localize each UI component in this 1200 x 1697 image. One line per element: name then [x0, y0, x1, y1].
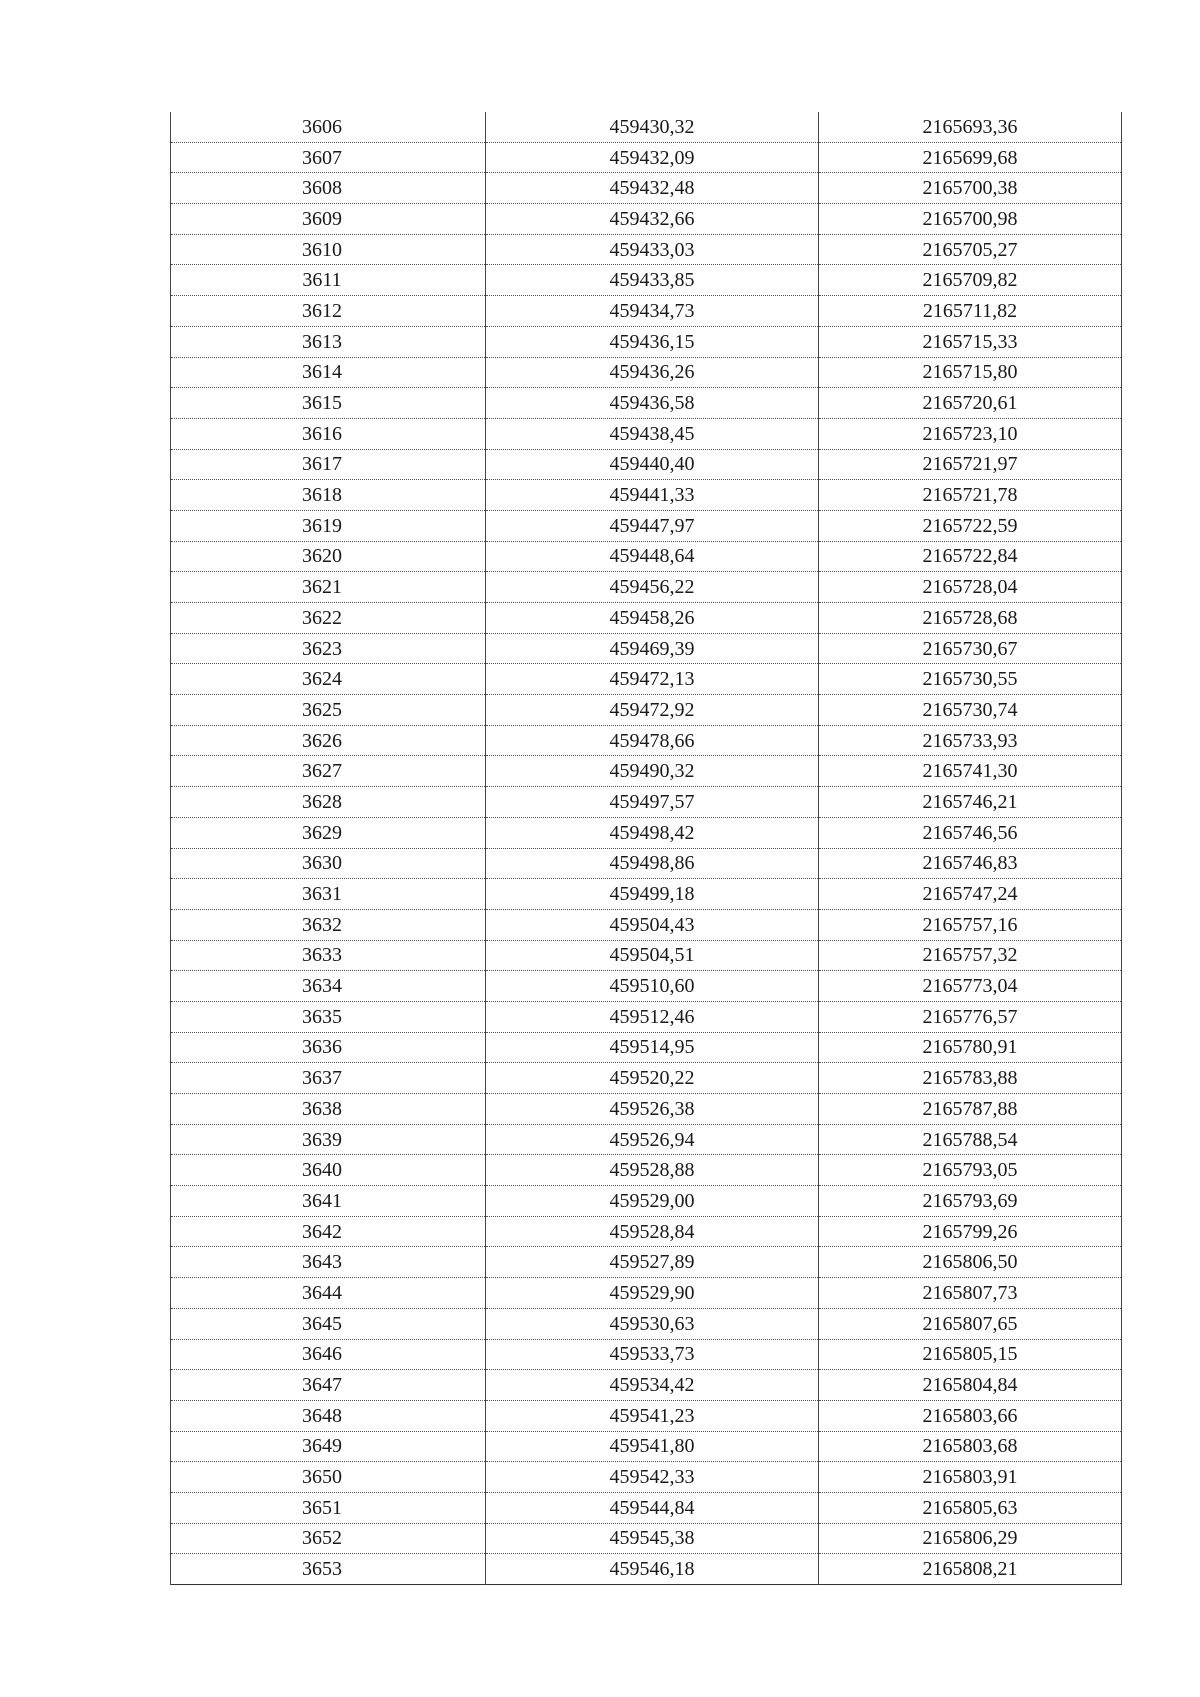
x-coordinate-cell: 459499,18: [486, 879, 819, 910]
x-coordinate-cell: 459440,40: [486, 449, 819, 480]
point-number-cell: 3641: [171, 1186, 486, 1217]
table-row: [171, 234, 1122, 265]
point-number-cell: 3638: [171, 1094, 486, 1125]
table-row: [171, 1462, 1122, 1493]
x-coordinate-cell: 459469,39: [486, 633, 819, 664]
y-coordinate-cell: 2165746,21: [819, 787, 1122, 818]
y-coordinate-cell: 2165793,05: [819, 1155, 1122, 1186]
y-coordinate-cell: 2165805,15: [819, 1339, 1122, 1370]
y-coordinate-cell: 2165776,57: [819, 1001, 1122, 1032]
point-number-cell: 3628: [171, 787, 486, 818]
x-coordinate-cell: 459434,73: [486, 296, 819, 327]
point-number-cell: 3643: [171, 1247, 486, 1278]
point-number-cell: 3618: [171, 480, 486, 511]
point-number-cell: 3632: [171, 909, 486, 940]
point-number-cell: 3649: [171, 1431, 486, 1462]
table-row: [171, 418, 1122, 449]
x-coordinate-cell: 459514,95: [486, 1032, 819, 1063]
table-row: [171, 1155, 1122, 1186]
x-coordinate-cell: 459504,51: [486, 940, 819, 971]
point-number-cell: 3637: [171, 1063, 486, 1094]
table-row: [171, 725, 1122, 756]
x-coordinate-cell: 459472,13: [486, 664, 819, 695]
y-coordinate-cell: 2165780,91: [819, 1032, 1122, 1063]
table-row: [171, 787, 1122, 818]
y-coordinate-cell: 2165783,88: [819, 1063, 1122, 1094]
y-coordinate-cell: 2165807,73: [819, 1278, 1122, 1309]
point-number-cell: 3623: [171, 633, 486, 664]
table-row: [171, 940, 1122, 971]
table-row: [171, 879, 1122, 910]
y-coordinate-cell: 2165699,68: [819, 142, 1122, 173]
x-coordinate-cell: 459447,97: [486, 510, 819, 541]
table-row: [171, 541, 1122, 572]
x-coordinate-cell: 459541,80: [486, 1431, 819, 1462]
x-coordinate-cell: 459526,38: [486, 1094, 819, 1125]
y-coordinate-cell: 2165721,97: [819, 449, 1122, 480]
table-row: [171, 1339, 1122, 1370]
point-number-cell: 3624: [171, 664, 486, 695]
x-coordinate-cell: 459432,66: [486, 204, 819, 235]
y-coordinate-cell: 2165741,30: [819, 756, 1122, 787]
point-number-cell: 3615: [171, 388, 486, 419]
x-coordinate-cell: 459448,64: [486, 541, 819, 572]
x-coordinate-cell: 459534,42: [486, 1370, 819, 1401]
coordinates-table: [170, 112, 1122, 1585]
table-row: [171, 817, 1122, 848]
y-coordinate-cell: 2165720,61: [819, 388, 1122, 419]
table-row: [171, 510, 1122, 541]
table-row: [171, 1554, 1122, 1585]
table-row: [171, 449, 1122, 480]
point-number-cell: 3635: [171, 1001, 486, 1032]
point-number-cell: 3636: [171, 1032, 486, 1063]
y-coordinate-cell: 2165715,80: [819, 357, 1122, 388]
y-coordinate-cell: 2165721,78: [819, 480, 1122, 511]
x-coordinate-cell: 459510,60: [486, 971, 819, 1002]
x-coordinate-cell: 459441,33: [486, 480, 819, 511]
y-coordinate-cell: 2165806,50: [819, 1247, 1122, 1278]
point-number-cell: 3606: [171, 112, 486, 142]
table-row: [171, 1492, 1122, 1523]
x-coordinate-cell: 459529,00: [486, 1186, 819, 1217]
x-coordinate-cell: 459436,58: [486, 388, 819, 419]
x-coordinate-cell: 459545,38: [486, 1523, 819, 1554]
x-coordinate-cell: 459456,22: [486, 572, 819, 603]
table-row: [171, 603, 1122, 634]
x-coordinate-cell: 459433,85: [486, 265, 819, 296]
table-row: [171, 1216, 1122, 1247]
table-row: [171, 1124, 1122, 1155]
point-number-cell: 3608: [171, 173, 486, 204]
table-row: [171, 1001, 1122, 1032]
y-coordinate-cell: 2165711,82: [819, 296, 1122, 327]
x-coordinate-cell: 459433,03: [486, 234, 819, 265]
y-coordinate-cell: 2165733,93: [819, 725, 1122, 756]
point-number-cell: 3652: [171, 1523, 486, 1554]
point-number-cell: 3616: [171, 418, 486, 449]
x-coordinate-cell: 459498,42: [486, 817, 819, 848]
y-coordinate-cell: 2165728,68: [819, 603, 1122, 634]
x-coordinate-cell: 459530,63: [486, 1308, 819, 1339]
y-coordinate-cell: 2165788,54: [819, 1124, 1122, 1155]
y-coordinate-cell: 2165757,32: [819, 940, 1122, 971]
table-row: [171, 173, 1122, 204]
table-row: [171, 572, 1122, 603]
point-number-cell: 3644: [171, 1278, 486, 1309]
table-row: [171, 1308, 1122, 1339]
y-coordinate-cell: 2165793,69: [819, 1186, 1122, 1217]
table-row: [171, 1523, 1122, 1554]
table-row: [171, 142, 1122, 173]
x-coordinate-cell: 459544,84: [486, 1492, 819, 1523]
point-number-cell: 3629: [171, 817, 486, 848]
point-number-cell: 3622: [171, 603, 486, 634]
x-coordinate-cell: 459430,32: [486, 112, 819, 142]
table-row: [171, 1032, 1122, 1063]
point-number-cell: 3647: [171, 1370, 486, 1401]
x-coordinate-cell: 459542,33: [486, 1462, 819, 1493]
x-coordinate-cell: 459478,66: [486, 725, 819, 756]
table-row: [171, 633, 1122, 664]
x-coordinate-cell: 459526,94: [486, 1124, 819, 1155]
point-number-cell: 3609: [171, 204, 486, 235]
point-number-cell: 3627: [171, 756, 486, 787]
x-coordinate-cell: 459458,26: [486, 603, 819, 634]
x-coordinate-cell: 459546,18: [486, 1554, 819, 1585]
x-coordinate-cell: 459436,15: [486, 326, 819, 357]
x-coordinate-cell: 459472,92: [486, 695, 819, 726]
point-number-cell: 3625: [171, 695, 486, 726]
table-row: [171, 1278, 1122, 1309]
table-row: [171, 265, 1122, 296]
table-row: [171, 1370, 1122, 1401]
y-coordinate-cell: 2165805,63: [819, 1492, 1122, 1523]
x-coordinate-cell: 459527,89: [486, 1247, 819, 1278]
table-row: [171, 1431, 1122, 1462]
x-coordinate-cell: 459438,45: [486, 418, 819, 449]
x-coordinate-cell: 459490,32: [486, 756, 819, 787]
x-coordinate-cell: 459528,84: [486, 1216, 819, 1247]
x-coordinate-cell: 459504,43: [486, 909, 819, 940]
y-coordinate-cell: 2165700,98: [819, 204, 1122, 235]
table-row: [171, 909, 1122, 940]
table-row: [171, 1400, 1122, 1431]
table-row: [171, 204, 1122, 235]
point-number-cell: 3642: [171, 1216, 486, 1247]
point-number-cell: 3612: [171, 296, 486, 327]
y-coordinate-cell: 2165722,59: [819, 510, 1122, 541]
y-coordinate-cell: 2165746,56: [819, 817, 1122, 848]
point-number-cell: 3614: [171, 357, 486, 388]
y-coordinate-cell: 2165700,38: [819, 173, 1122, 204]
y-coordinate-cell: 2165693,36: [819, 112, 1122, 142]
y-coordinate-cell: 2165787,88: [819, 1094, 1122, 1125]
point-number-cell: 3640: [171, 1155, 486, 1186]
point-number-cell: 3613: [171, 326, 486, 357]
y-coordinate-cell: 2165705,27: [819, 234, 1122, 265]
y-coordinate-cell: 2165808,21: [819, 1554, 1122, 1585]
y-coordinate-cell: 2165730,74: [819, 695, 1122, 726]
table-row: [171, 1186, 1122, 1217]
point-number-cell: 3626: [171, 725, 486, 756]
point-number-cell: 3620: [171, 541, 486, 572]
point-number-cell: 3653: [171, 1554, 486, 1585]
y-coordinate-cell: 2165799,26: [819, 1216, 1122, 1247]
y-coordinate-cell: 2165747,24: [819, 879, 1122, 910]
point-number-cell: 3631: [171, 879, 486, 910]
x-coordinate-cell: 459533,73: [486, 1339, 819, 1370]
coordinates-table-body: [171, 112, 1122, 1585]
x-coordinate-cell: 459512,46: [486, 1001, 819, 1032]
point-number-cell: 3621: [171, 572, 486, 603]
table-row: [171, 1094, 1122, 1125]
point-number-cell: 3630: [171, 848, 486, 879]
point-number-cell: 3633: [171, 940, 486, 971]
table-row: [171, 357, 1122, 388]
y-coordinate-cell: 2165730,67: [819, 633, 1122, 664]
point-number-cell: 3611: [171, 265, 486, 296]
point-number-cell: 3646: [171, 1339, 486, 1370]
y-coordinate-cell: 2165757,16: [819, 909, 1122, 940]
table-row: [171, 1247, 1122, 1278]
point-number-cell: 3645: [171, 1308, 486, 1339]
point-number-cell: 3651: [171, 1492, 486, 1523]
y-coordinate-cell: 2165806,29: [819, 1523, 1122, 1554]
table-row: [171, 112, 1122, 142]
point-number-cell: 3607: [171, 142, 486, 173]
point-number-cell: 3650: [171, 1462, 486, 1493]
table-row: [171, 1063, 1122, 1094]
table-row: [171, 296, 1122, 327]
y-coordinate-cell: 2165807,65: [819, 1308, 1122, 1339]
x-coordinate-cell: 459520,22: [486, 1063, 819, 1094]
table-row: [171, 695, 1122, 726]
table-row: [171, 664, 1122, 695]
x-coordinate-cell: 459432,09: [486, 142, 819, 173]
point-number-cell: 3617: [171, 449, 486, 480]
y-coordinate-cell: 2165709,82: [819, 265, 1122, 296]
y-coordinate-cell: 2165803,66: [819, 1400, 1122, 1431]
point-number-cell: 3610: [171, 234, 486, 265]
y-coordinate-cell: 2165803,91: [819, 1462, 1122, 1493]
point-number-cell: 3619: [171, 510, 486, 541]
point-number-cell: 3634: [171, 971, 486, 1002]
x-coordinate-cell: 459528,88: [486, 1155, 819, 1186]
y-coordinate-cell: 2165746,83: [819, 848, 1122, 879]
x-coordinate-cell: 459529,90: [486, 1278, 819, 1309]
x-coordinate-cell: 459432,48: [486, 173, 819, 204]
point-number-cell: 3648: [171, 1400, 486, 1431]
point-number-cell: 3639: [171, 1124, 486, 1155]
table-row: [171, 756, 1122, 787]
y-coordinate-cell: 2165803,68: [819, 1431, 1122, 1462]
y-coordinate-cell: 2165730,55: [819, 664, 1122, 695]
y-coordinate-cell: 2165715,33: [819, 326, 1122, 357]
y-coordinate-cell: 2165804,84: [819, 1370, 1122, 1401]
y-coordinate-cell: 2165723,10: [819, 418, 1122, 449]
table-row: [171, 326, 1122, 357]
x-coordinate-cell: 459497,57: [486, 787, 819, 818]
x-coordinate-cell: 459436,26: [486, 357, 819, 388]
table-row: [171, 971, 1122, 1002]
y-coordinate-cell: 2165773,04: [819, 971, 1122, 1002]
y-coordinate-cell: 2165728,04: [819, 572, 1122, 603]
table-row: [171, 388, 1122, 419]
x-coordinate-cell: 459498,86: [486, 848, 819, 879]
table-row: [171, 848, 1122, 879]
table-row: [171, 480, 1122, 511]
x-coordinate-cell: 459541,23: [486, 1400, 819, 1431]
y-coordinate-cell: 2165722,84: [819, 541, 1122, 572]
